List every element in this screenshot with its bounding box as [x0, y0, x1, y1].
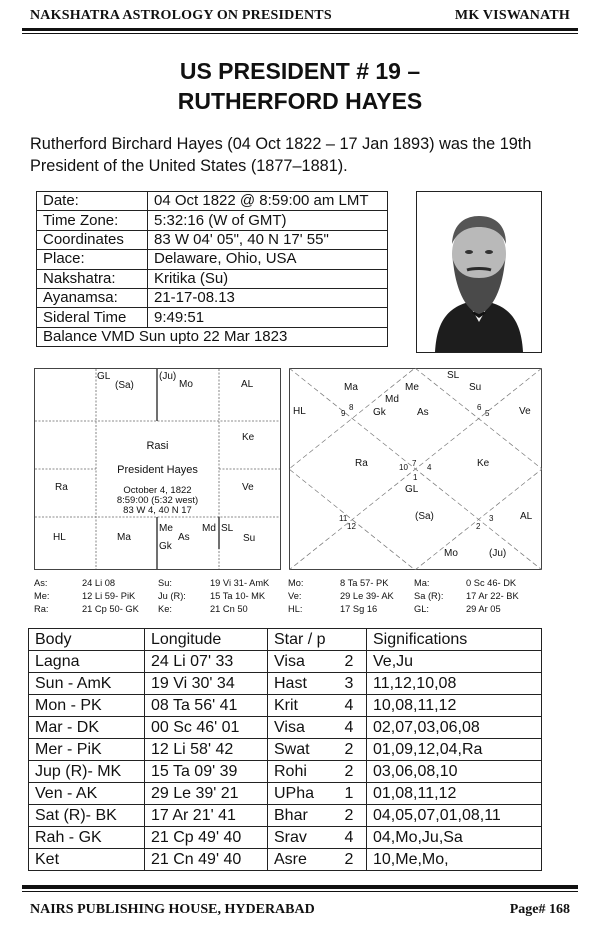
cell-body: Jup (R)- MK	[29, 761, 145, 783]
cell-longitude: 12 Li 58' 42	[145, 739, 268, 761]
rasi-bottom3-md: Md	[202, 523, 216, 534]
pos-key: HL:	[288, 604, 303, 614]
rasi-right1: Ke	[242, 432, 255, 443]
cell-star: Swat	[268, 739, 333, 761]
cell-pada: 4	[332, 695, 367, 717]
cell-longitude: 29 Le 39' 21	[145, 783, 268, 805]
nav-ra: Ra	[355, 458, 368, 469]
details-value: 9:49:51	[148, 308, 388, 327]
table-header-row	[29, 629, 542, 651]
rasi-center-coords: 83 W 4, 40 N 17	[123, 505, 192, 516]
rasi-right2: Ve	[242, 482, 254, 493]
rasi-bottom4: Su	[243, 533, 256, 544]
details-row	[37, 327, 388, 346]
nav-house-7: 7	[412, 459, 417, 468]
pos-key: Ve:	[288, 591, 302, 601]
running-header-title: NAKSHATRA ASTROLOGY ON PRESIDENTS	[30, 8, 332, 23]
details-value: 04 Oct 1822 @ 8:59:00 am LMT	[148, 192, 388, 211]
rasi-bottom3-me: Me	[159, 523, 173, 534]
col-header-significations: Significations	[367, 629, 542, 651]
pos-key: Ma:	[414, 578, 430, 588]
cell-significations: 01,09,12,04,Ra	[367, 739, 542, 761]
col-header-body: Body	[29, 629, 145, 651]
details-value: 83 W 04' 05", 40 N 17' 55"	[148, 230, 388, 249]
nav-house-4: 4	[427, 463, 432, 472]
details-row	[37, 250, 388, 269]
details-row	[37, 192, 388, 211]
cell-significations: 02,07,03,06,08	[367, 717, 542, 739]
cell-star: Srav	[268, 827, 333, 849]
rasi-bottom3-gk: Gk	[159, 541, 172, 552]
cell-pada: 2	[332, 849, 367, 871]
cell-significations: 10,08,11,12	[367, 695, 542, 717]
rasi-top2-l1: (Ju)	[159, 371, 177, 382]
header-rule-thin	[22, 33, 578, 34]
details-row	[37, 211, 388, 230]
cell-body: Mon - PK	[29, 695, 145, 717]
cell-longitude: 19 Vi 30' 34	[145, 673, 268, 695]
details-row	[37, 308, 388, 327]
planets-table	[28, 628, 542, 871]
nav-house-10: 10	[399, 463, 408, 472]
nav-house-9: 9	[341, 409, 346, 418]
table-row	[29, 783, 542, 805]
nav-md: Md	[385, 394, 399, 405]
cell-significations: 11,12,10,08	[367, 673, 542, 695]
cell-star: Visa	[268, 717, 333, 739]
page-title-line2: RUTHERFORD HAYES	[177, 88, 423, 114]
cell-longitude: 15 Ta 09' 39	[145, 761, 268, 783]
col-header-longitude: Longitude	[145, 629, 268, 651]
intro-paragraph: Rutherford Birchard Hayes (04 Oct 1822 – 17 Jan 1893) was the 19th President of the United States (1877–1881).	[30, 135, 532, 175]
cell-pada: 4	[332, 717, 367, 739]
running-header-author: MK VISWANATH	[454, 8, 570, 23]
pos-val: 21 Cn 50	[210, 604, 248, 614]
nav-house-6: 6	[477, 403, 482, 412]
table-row	[29, 805, 542, 827]
nav-house-8: 8	[349, 403, 354, 412]
footer-publisher: NAIRS PUBLISHING HOUSE, HYDERABAD	[30, 902, 315, 917]
cell-body: Mer - PiK	[29, 739, 145, 761]
cell-star: Asre	[268, 849, 333, 871]
details-label: Place:	[37, 250, 148, 269]
cell-body: Ven - AK	[29, 783, 145, 805]
nav-su: Su	[469, 382, 482, 393]
pos-val: 17 Ar 22- BK	[466, 591, 519, 601]
cell-longitude: 17 Ar 21' 41	[145, 805, 268, 827]
rasi-bottom1: HL	[53, 532, 66, 543]
cell-star: Bhar	[268, 805, 333, 827]
nav-ma: Ma	[344, 382, 358, 393]
pos-key: Ke:	[158, 604, 172, 614]
cell-body: Mar - DK	[29, 717, 145, 739]
details-row	[37, 269, 388, 288]
pos-val: 0 Sc 46- DK	[466, 578, 517, 588]
table-row	[29, 651, 542, 673]
footer-rule	[22, 885, 578, 889]
cell-longitude: 21 Cp 49' 40	[145, 827, 268, 849]
rasi-bottom3-as: As	[178, 532, 190, 543]
cell-body: Sun - AmK	[29, 673, 145, 695]
details-value: Kritika (Su)	[148, 269, 388, 288]
footer-rule-thin	[22, 891, 578, 892]
details-label: Time Zone:	[37, 211, 148, 230]
pos-key: Ra:	[34, 604, 49, 614]
cell-significations: 10,Me,Mo,	[367, 849, 542, 871]
pos-val: 24 Li 08	[82, 578, 116, 588]
nav-ke: Ke	[477, 458, 490, 469]
details-label: Date:	[37, 192, 148, 211]
table-row	[29, 761, 542, 783]
pos-val: 12 Li 59- PiK	[82, 591, 136, 601]
cell-pada: 2	[332, 805, 367, 827]
pos-key: Sa (R):	[414, 591, 444, 601]
cell-significations: 04,Mo,Ju,Sa	[367, 827, 542, 849]
rasi-center-time: 8:59:00 (5:32 west)	[116, 495, 199, 506]
cell-longitude: 08 Ta 56' 41	[145, 695, 268, 717]
rasi-bottom3-sl: SL	[221, 523, 234, 534]
details-row	[37, 288, 388, 307]
details-label: Nakshatra:	[37, 269, 148, 288]
nav-al: AL	[520, 511, 533, 522]
rasi-center-date: October 4, 1822	[123, 485, 192, 496]
cell-significations: Ve,Ju	[367, 651, 542, 673]
rasi-left2: Ra	[55, 482, 68, 493]
birth-details-table	[36, 191, 388, 347]
cell-body: Sat (R)- BK	[29, 805, 145, 827]
cell-star: Krit	[268, 695, 333, 717]
rasi-top3: AL	[241, 379, 254, 390]
details-label: Coordinates	[37, 230, 148, 249]
pos-val: 29 Le 39- AK	[340, 591, 394, 601]
nav-sa: (Sa)	[415, 511, 434, 522]
rasi-center-name: President Hayes	[117, 464, 198, 476]
nav-sl: SL	[447, 370, 460, 381]
rasi-center-title: Rasi	[146, 440, 169, 452]
details-value: Delaware, Ohio, USA	[148, 250, 388, 269]
table-row	[29, 717, 542, 739]
pos-key: Su:	[158, 578, 172, 588]
nav-ju: (Ju)	[489, 548, 507, 559]
cell-body: Ket	[29, 849, 145, 871]
table-row	[29, 849, 542, 871]
rasi-chart	[34, 368, 281, 570]
nav-house-11: 11	[339, 514, 348, 523]
cell-longitude: 21 Cn 49' 40	[145, 849, 268, 871]
cell-star: Hast	[268, 673, 333, 695]
nav-hl: HL	[293, 406, 306, 417]
cell-significations: 01,08,11,12	[367, 783, 542, 805]
cell-pada: 4	[332, 827, 367, 849]
pos-key: As:	[34, 578, 48, 588]
details-label: Sideral Time	[37, 308, 148, 327]
pos-key: Me:	[34, 591, 50, 601]
balance-vmd: Balance VMD Sun upto 22 Mar 1823	[37, 327, 388, 346]
cell-pada: 2	[332, 651, 367, 673]
nav-house-5: 5	[485, 409, 490, 418]
nav-ve: Ve	[519, 406, 531, 417]
rasi-top1-l2: (Sa)	[115, 380, 134, 391]
cell-star: UPha	[268, 783, 333, 805]
cell-pada: 1	[332, 783, 367, 805]
rasi-top2-l2: Mo	[179, 379, 193, 390]
nav-gl: GL	[405, 484, 419, 495]
nav-house-1: 1	[413, 473, 418, 482]
cell-longitude: 00 Sc 46' 01	[145, 717, 268, 739]
nav-gk: Gk	[373, 407, 386, 418]
table-row	[29, 739, 542, 761]
cell-star: Visa	[268, 651, 333, 673]
cell-significations: 03,06,08,10	[367, 761, 542, 783]
pos-val: 29 Ar 05	[466, 604, 501, 614]
details-row	[37, 230, 388, 249]
table-row	[29, 695, 542, 717]
nav-house-3: 3	[489, 514, 494, 523]
pos-val: 15 Ta 10- MK	[210, 591, 266, 601]
col-header-star: Star / p	[268, 629, 367, 651]
header-rule	[22, 28, 578, 31]
portrait-image	[417, 192, 541, 352]
details-value: 5:32:16 (W of GMT)	[148, 211, 388, 230]
nav-mo: Mo	[444, 548, 458, 559]
table-row	[29, 673, 542, 695]
cell-star: Rohi	[268, 761, 333, 783]
cell-pada: 2	[332, 761, 367, 783]
cell-significations: 04,05,07,01,08,11	[367, 805, 542, 827]
pos-key: Mo:	[288, 578, 304, 588]
pos-val: 21 Cp 50- GK	[82, 604, 139, 614]
footer-page-number: Page# 168	[509, 902, 570, 917]
table-row	[29, 827, 542, 849]
pos-val: 17 Sg 16	[340, 604, 378, 614]
portrait-frame	[416, 191, 542, 353]
nav-as: As	[417, 407, 429, 418]
rasi-top1-l1: GL	[97, 371, 111, 382]
navamsa-chart	[289, 368, 542, 570]
nav-me: Me	[405, 382, 419, 393]
cell-pada: 2	[332, 739, 367, 761]
nav-house-12: 12	[347, 522, 356, 531]
cell-body: Rah - GK	[29, 827, 145, 849]
page-title-line1: US PRESIDENT # 19 –	[179, 58, 421, 84]
pos-key: Ju (R):	[158, 591, 186, 601]
cell-body: Lagna	[29, 651, 145, 673]
details-value: 21-17-08.13	[148, 288, 388, 307]
cell-longitude: 24 Li 07' 33	[145, 651, 268, 673]
details-label: Ayanamsa:	[37, 288, 148, 307]
pos-val: 19 Vi 31- AmK	[210, 578, 270, 588]
rasi-bottom2: Ma	[117, 532, 131, 543]
pos-key: GL:	[414, 604, 429, 614]
nav-house-2: 2	[476, 522, 481, 531]
cell-pada: 3	[332, 673, 367, 695]
pos-val: 8 Ta 57- PK	[340, 578, 389, 588]
